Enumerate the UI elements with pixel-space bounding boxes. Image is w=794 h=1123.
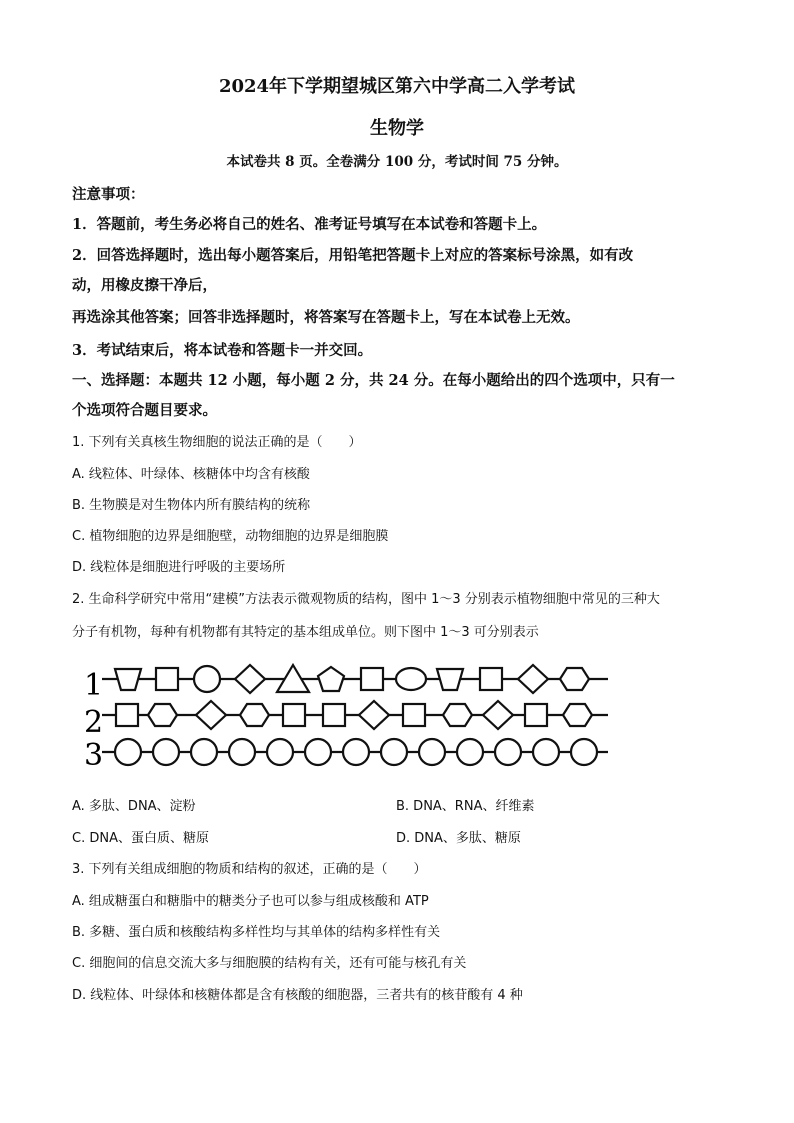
q2-option-a: A. 多肽、DNA、淀粉 [72, 799, 196, 814]
q1-option-b: B. 生物膜是对生物体内所有膜结构的统称 [72, 498, 311, 513]
notes-heading: 注意事项： [72, 186, 145, 203]
section-1-line1: 一、选择题：本题共 12 小题，每小题 2 分，共 24 分。在每小题给出的四个选项中，只有一 [72, 372, 675, 389]
subject-title: 生物学 [370, 118, 424, 139]
q2-option-c: C. DNA、蛋白质、糖原 [72, 831, 209, 846]
note-1: 1．答题前，考生务必将自己的姓名、准考证号填写在本试卷和答题卡上。 [72, 216, 547, 233]
q3-option-d: D. 线粒体、叶绿体和核糖体都是含有核酸的细胞器，三者共有的核苷酸有 4 种 [72, 988, 523, 1003]
note-3: 3．考试结束后，将本试卷和答题卡一并交回。 [72, 342, 373, 359]
q3-option-b: B. 多糖、蛋白质和核酸结构多样性均与其单体的结构多样性有关 [72, 925, 441, 940]
q1-option-a: A. 线粒体、叶绿体、核糖体中均含有核酸 [72, 467, 310, 482]
exam-info: 本试卷共 8 页。全卷满分 100 分，考试时间 75 分钟。 [226, 154, 568, 170]
q2-stem-line2: 分子有机物，每种有机物都有其特定的基本组成单位。则下图中 1～3 可分别表示 [72, 625, 539, 640]
section-1-line2: 个选项符合题目要求。 [72, 402, 217, 419]
q2-stem-line1: 2. 生命科学研究中常用“建模”方法表示微观物质的结构，图中 1～3 分别表示植物细胞中常见的三种大 [72, 592, 660, 607]
q1-option-d: D. 线粒体是细胞进行呼吸的主要场所 [72, 560, 286, 575]
note-2c: 再选涂其他答案；回答非选择题时，将答案写在答题卡上，写在本试卷上无效。 [72, 309, 580, 326]
q3-option-c: C. 细胞间的信息交流大多与细胞膜的结构有关，还有可能与核孔有关 [72, 956, 467, 971]
chain-1 [102, 665, 608, 693]
macromolecule-figure [80, 657, 620, 772]
note-2a: 2．回答选择题时，选出每小题答案后，用铅笔把答题卡上对应的答案标号涂黑，如有改 [72, 247, 634, 264]
chain-2-label: 2 [84, 705, 104, 740]
chain-3 [102, 739, 608, 765]
exam-title: 2024年下学期望城区第六中学高二入学考试 [218, 76, 576, 97]
q1-option-c: C. 植物细胞的边界是细胞壁，动物细胞的边界是细胞膜 [72, 529, 389, 544]
note-2b: 动，用橡皮擦干净后， [72, 277, 217, 294]
chain-3-label: 3 [84, 738, 104, 772]
q2-option-d: D. DNA、多肽、糖原 [396, 831, 521, 846]
q3-option-a: A. 组成糖蛋白和糖脂中的糖类分子也可以参与组成核酸和 ATP [72, 894, 429, 909]
q1-stem: 1. 下列有关真核生物细胞的说法正确的是（ ） [72, 435, 362, 450]
q3-stem: 3. 下列有关组成细胞的物质和结构的叙述，正确的是（ ） [72, 862, 427, 877]
q2-option-b: B. DNA、RNA、纤维素 [396, 799, 535, 814]
chain-2 [102, 701, 608, 729]
chain-1-label: 1 [84, 668, 104, 703]
